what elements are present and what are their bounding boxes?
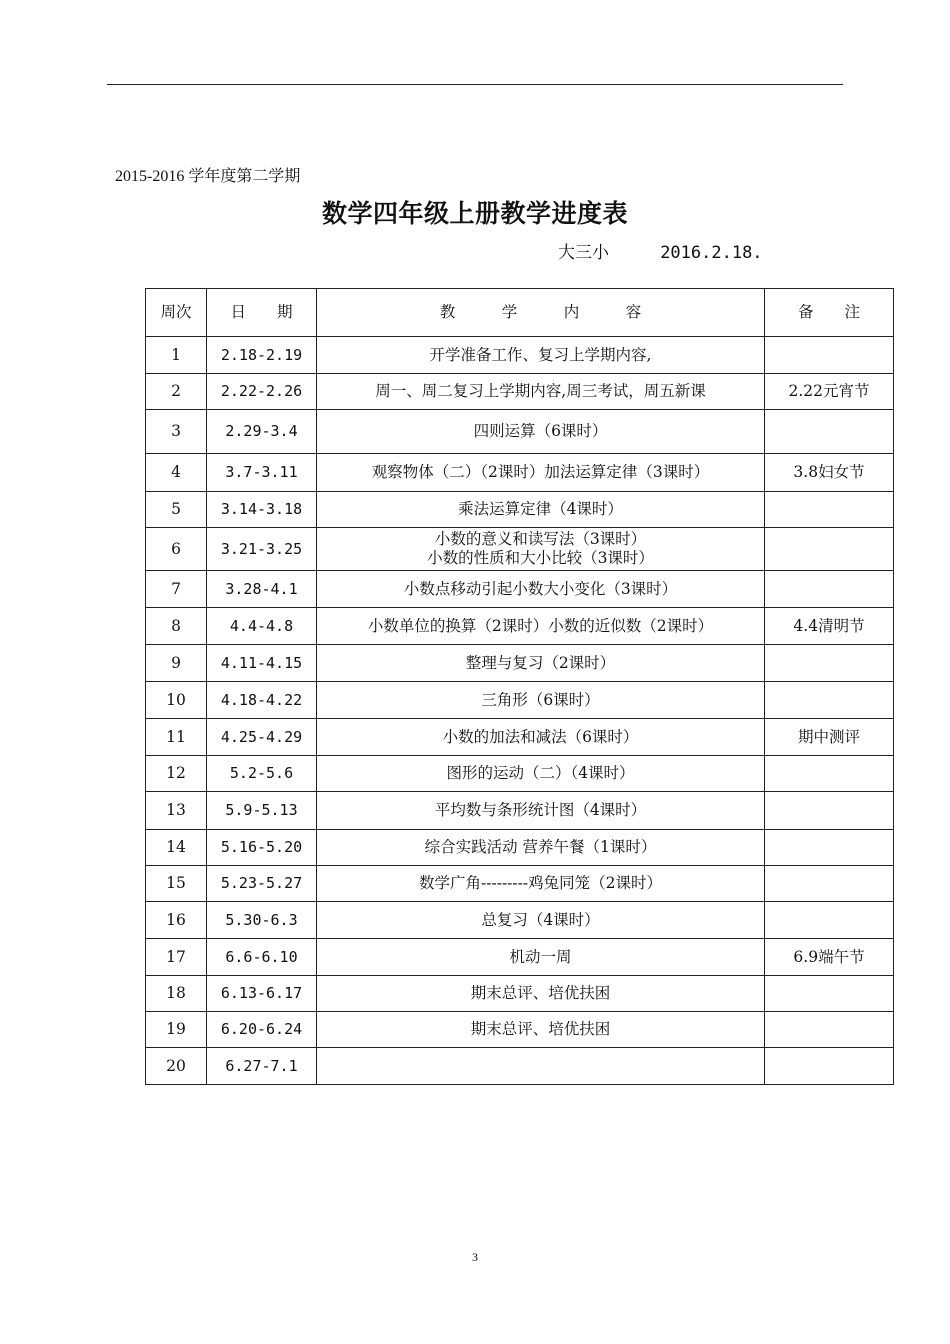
cell-note: 6.9端午节 [765, 939, 894, 976]
content-line: 小数单位的换算（2课时）小数的近似数（2课时） [367, 616, 714, 635]
cell-note: 3.8妇女节 [765, 454, 894, 492]
table-row [146, 410, 894, 454]
cell-date: 6.13-6.17 [207, 976, 317, 1012]
content-line: 小数的意义和读写法（3课时） [434, 530, 647, 548]
term-label: 2015-2016 学年度第二学期 [115, 168, 301, 185]
table-row [146, 976, 894, 1012]
cell-date: 2.18-2.19 [207, 337, 317, 374]
table-row [146, 571, 894, 608]
cell-note: 期中测评 [765, 719, 894, 756]
cell-note [765, 830, 894, 866]
cell-note [765, 682, 894, 719]
content-line: 数学广角---------鸡兔同笼（2课时） [419, 874, 662, 892]
cell-content [317, 682, 765, 719]
cell-date: 5.9-5.13 [207, 792, 317, 830]
content-line: 小数的性质和大小比较（3课时） [427, 549, 654, 567]
cell-week: 18 [146, 976, 207, 1012]
cell-note: 4.4清明节 [765, 608, 894, 645]
cell-week: 20 [146, 1048, 207, 1085]
content-line: 开学准备工作、复习上学期内容, [429, 345, 652, 364]
cell-date: 2.29-3.4 [207, 410, 317, 454]
cell-content [317, 374, 765, 410]
content-line: 图形的运动（二）（4课时） [446, 764, 635, 782]
header-rule [107, 84, 843, 85]
document-date: 2016.2.18. [660, 243, 763, 263]
table-row [146, 866, 894, 902]
cell-content [317, 492, 765, 528]
cell-date: 3.28-4.1 [207, 571, 317, 608]
table-row [146, 608, 894, 645]
cell-week: 1 [146, 337, 207, 374]
table-row [146, 1012, 894, 1048]
cell-content [317, 410, 765, 454]
cell-week: 13 [146, 792, 207, 830]
cell-note [765, 410, 894, 454]
content-line: 四则运算（6课时） [473, 422, 608, 440]
cell-week: 15 [146, 866, 207, 902]
content-line: 观察物体（二）（2课时）加法运算定律（3课时） [371, 463, 710, 481]
cell-date: 4.11-4.15 [207, 645, 317, 682]
content-line: 小数点移动引起小数大小变化（3课时） [403, 579, 678, 598]
table-row [146, 1048, 894, 1085]
cell-date: 6.6-6.10 [207, 939, 317, 976]
cell-note: 2.22元宵节 [765, 374, 894, 410]
cell-week: 3 [146, 410, 207, 454]
column-header-note: 备 注 [765, 289, 894, 337]
content-line: 期末总评、培优扶困 [470, 984, 611, 1002]
table-row [146, 792, 894, 830]
table-row [146, 492, 894, 528]
cell-week: 8 [146, 608, 207, 645]
cell-content [317, 756, 765, 792]
content-line: 周一、周二复习上学期内容,周三考试，周五新课 [375, 382, 706, 400]
cell-week: 9 [146, 645, 207, 682]
cell-content [317, 337, 765, 374]
cell-note [765, 1012, 894, 1048]
table-row [146, 645, 894, 682]
cell-content [317, 645, 765, 682]
cell-date: 5.16-5.20 [207, 830, 317, 866]
cell-week: 2 [146, 374, 207, 410]
cell-content [317, 571, 765, 608]
table-row [146, 374, 894, 410]
cell-week: 12 [146, 756, 207, 792]
cell-note [765, 976, 894, 1012]
cell-note [765, 1048, 894, 1085]
table-row [146, 830, 894, 866]
content-line: 机动一周 [509, 947, 572, 966]
cell-content [317, 608, 765, 645]
cell-date: 5.30-6.3 [207, 902, 317, 939]
content-line: 期末总评、培优扶困 [470, 1020, 611, 1038]
cell-date: 6.27-7.1 [207, 1048, 317, 1085]
cell-date: 5.23-5.27 [207, 866, 317, 902]
cell-week: 4 [146, 454, 207, 492]
cell-date: 2.22-2.26 [207, 374, 317, 410]
cell-week: 7 [146, 571, 207, 608]
schedule-table [145, 288, 894, 1085]
cell-content [317, 1012, 765, 1048]
cell-date: 4.18-4.22 [207, 682, 317, 719]
cell-week: 6 [146, 528, 207, 571]
table-row [146, 939, 894, 976]
cell-note [765, 528, 894, 571]
cell-week: 16 [146, 902, 207, 939]
table-row [146, 902, 894, 939]
table-row [146, 682, 894, 719]
cell-week: 14 [146, 830, 207, 866]
cell-date: 5.2-5.6 [207, 756, 317, 792]
cell-date: 3.7-3.11 [207, 454, 317, 492]
content-line: 小数的加法和减法（6课时） [442, 727, 639, 746]
cell-content [317, 902, 765, 939]
content-line: 整理与复习（2课时） [465, 653, 616, 672]
table-row [146, 528, 894, 571]
cell-content [317, 866, 765, 902]
column-header-week: 周次 [146, 289, 207, 337]
content-line: 三角形（6课时） [481, 690, 600, 709]
cell-date: 4.4-4.8 [207, 608, 317, 645]
school-date-line [558, 238, 763, 263]
content-line: 平均数与条形统计图（4课时） [434, 801, 647, 819]
cell-content [317, 1048, 765, 1085]
column-header-date: 日 期 [207, 289, 317, 337]
table-row [146, 756, 894, 792]
cell-note [765, 902, 894, 939]
content-line: 总复习（4课时） [481, 910, 600, 929]
document-title: 数学四年级上册教学进度表 [321, 199, 628, 228]
column-header-content: 教 学 内 容 [317, 289, 765, 337]
school-name: 大三小 [558, 243, 609, 263]
cell-week: 11 [146, 719, 207, 756]
cell-note [765, 756, 894, 792]
cell-note [765, 792, 894, 830]
cell-date: 3.14-3.18 [207, 492, 317, 528]
cell-note [765, 492, 894, 528]
table-row [146, 337, 894, 374]
cell-content [317, 792, 765, 830]
table-header-row [146, 289, 894, 337]
cell-content [317, 528, 765, 571]
cell-week: 5 [146, 492, 207, 528]
content-line: 综合实践活动 营养午餐（1课时） [424, 838, 657, 856]
cell-date: 6.20-6.24 [207, 1012, 317, 1048]
cell-content [317, 830, 765, 866]
cell-week: 19 [146, 1012, 207, 1048]
cell-note [765, 645, 894, 682]
page-number: 3 [472, 1250, 478, 1264]
cell-note [765, 571, 894, 608]
cell-content [317, 454, 765, 492]
cell-week: 17 [146, 939, 207, 976]
cell-content [317, 976, 765, 1012]
cell-note [765, 866, 894, 902]
cell-content [317, 939, 765, 976]
cell-content [317, 719, 765, 756]
table-row [146, 719, 894, 756]
content-line: 乘法运算定律（4课时） [458, 500, 623, 518]
table-row [146, 454, 894, 492]
cell-date: 3.21-3.25 [207, 528, 317, 571]
cell-note [765, 337, 894, 374]
cell-week: 10 [146, 682, 207, 719]
cell-date: 4.25-4.29 [207, 719, 317, 756]
